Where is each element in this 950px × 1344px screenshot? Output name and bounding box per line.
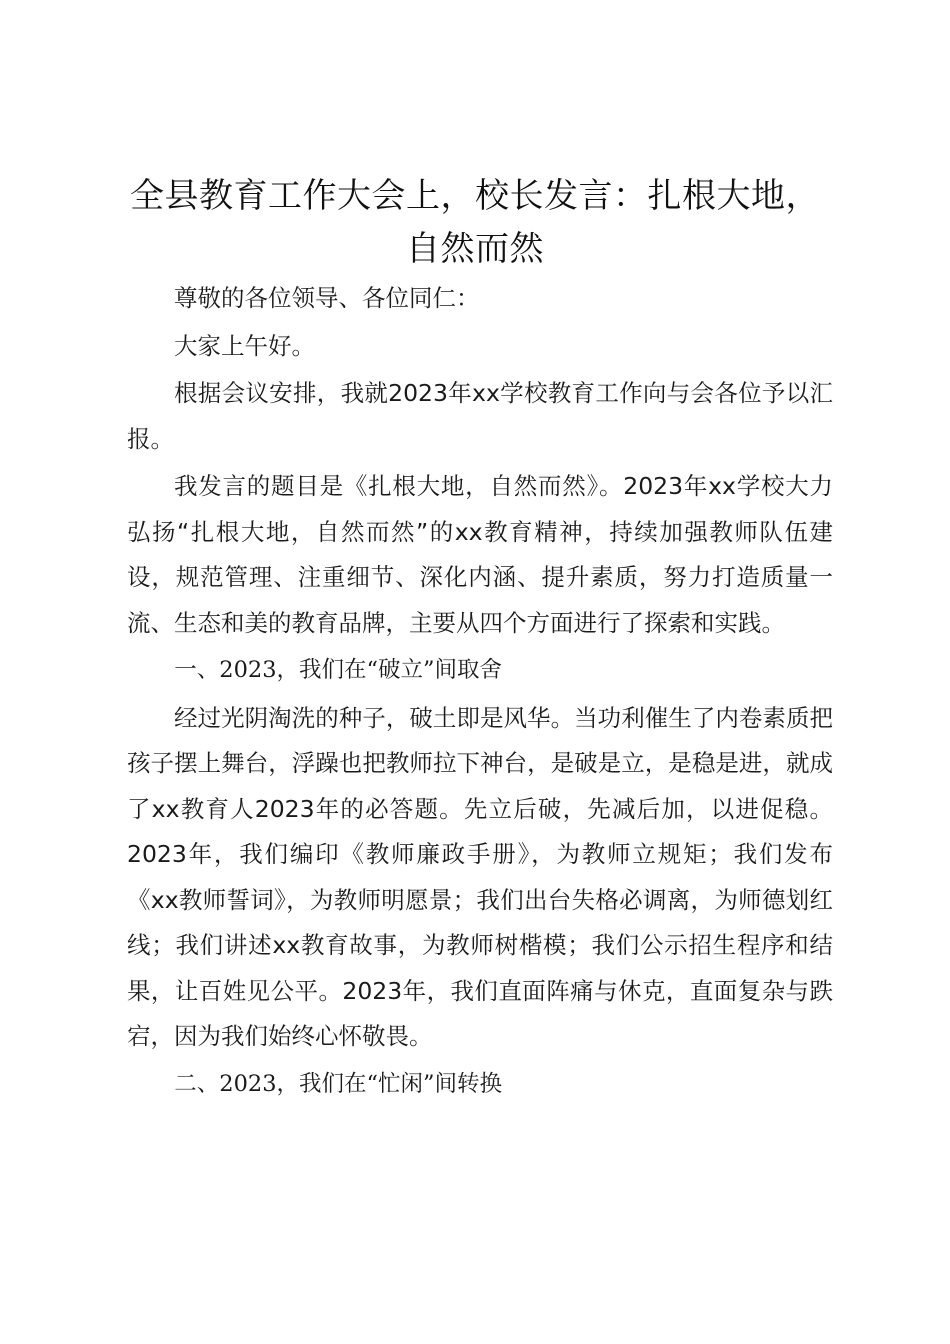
- greeting: 大家上午好。: [174, 331, 315, 360]
- salutation: 尊敬的各位领导、各位同仁：: [174, 284, 480, 312]
- section-heading-2: 二、2023，我们在“忙闲”间转换: [174, 1070, 503, 1097]
- document-body: [127, 276, 833, 1107]
- intro-paragraph: 根据会议安排，我就2023年xx学校教育工作向与会各位予以汇报。: [127, 379, 833, 453]
- document-title: 全县教育工作大会上，校长发言：扎根大地，自然而然: [130, 176, 820, 269]
- section-heading-1: 一、2023，我们在“破立”间取舍: [174, 657, 503, 683]
- theme-paragraph: 我发言的题目是《扎根大地，自然而然》。2023年xx学校大力弘扬“扎根大地，自然而然”的xx教育精神，持续加强教师队伍建设，规范管理、注重细节、深化内涵、提升素质，努力打造质量一流、生态和美的教育品牌，主要从四个方面进行了探索和实践。: [127, 472, 833, 637]
- section-body-1: 经过光阴淘洗的种子，破土即是风华。当功利催生了内卷素质把孩子摆上舞台，浮躁也把教师拉下神台，是破是立，是稳是进，就成了xx教育人2023年的必答题。先立后破，先减后加，以进促稳。2023年，我们编印《教师廉政手册》，为教师立规矩；我们发布《xx教师誓词》，为教师明愿景；我们出台失格必调离，为师德划红线；我们讲述xx教育故事，为教师树楷模；我们公示招生程序和结果，让百姓见公平。2023年，我们直面阵痛与休克，直面复杂与跌宕，因为我们始终心怀敬畏。: [127, 703, 833, 1050]
